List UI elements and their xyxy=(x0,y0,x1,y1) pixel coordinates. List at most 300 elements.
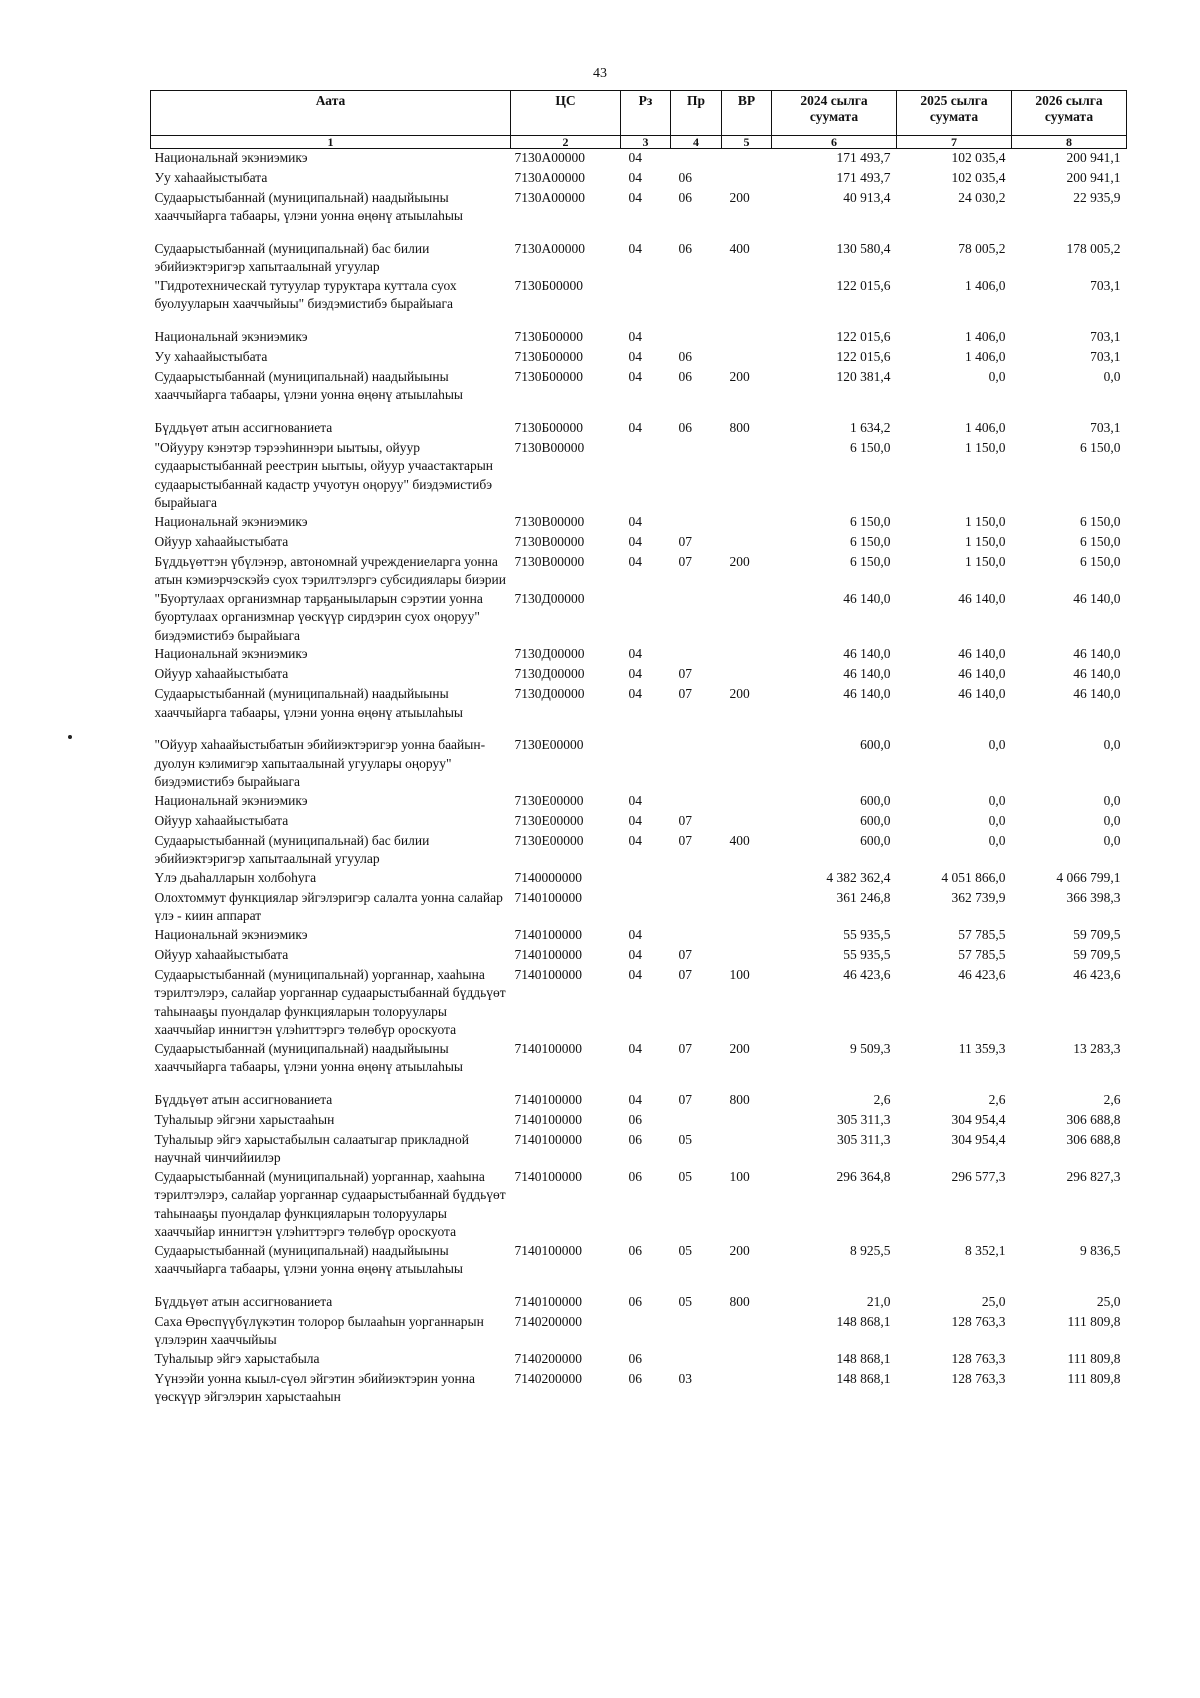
cell-amount-2025: 1 150,0 xyxy=(965,533,1006,549)
cell-amount-2025: 25,0 xyxy=(981,1293,1006,1309)
cell-name: Бүддьүөт атын ассигнованиета xyxy=(154,1091,333,1107)
cell-name: Бүддьүөттэн үбүлэнэр, автономнай учреждениеларга уонна атын кэмиэрчэскэйэ суох тэрилтэлэргэ субсидиялары биэрии xyxy=(154,553,506,587)
cell-vr xyxy=(722,869,772,889)
table-row xyxy=(151,439,1127,513)
cell-vr: 200 xyxy=(729,686,750,701)
cell-cs-code: 7130В00000 xyxy=(514,553,585,569)
cell-amount-2024: 40 913,4 xyxy=(843,189,891,205)
cell-amount-2024: 46 140,0 xyxy=(843,686,891,701)
cell-amount-2026: 9 836,5 xyxy=(1080,1242,1121,1258)
header-rz: Рз xyxy=(621,91,671,136)
cell-pr: 07 xyxy=(678,1091,692,1107)
cell-amount-2024: 46 140,0 xyxy=(843,590,891,606)
cell-rz: 04 xyxy=(628,419,642,435)
header-cs: ЦС xyxy=(511,91,621,136)
table-row xyxy=(151,1131,1127,1168)
table-row xyxy=(151,189,1127,240)
cell-cs-code: 7140100000 xyxy=(514,1168,582,1184)
cell-name: Национальнай экэниэмикэ xyxy=(154,926,308,942)
cell-amount-2026: 6 150,0 xyxy=(1080,439,1121,455)
cell-pr xyxy=(671,1313,722,1350)
table-row xyxy=(151,328,1127,348)
cell-rz xyxy=(621,439,671,513)
cell-vr xyxy=(722,1370,772,1407)
cell-vr xyxy=(722,1131,772,1168)
cell-cs-code: 7130Д00000 xyxy=(514,590,585,606)
cell-cs-code: 7130А00000 xyxy=(514,169,585,185)
column-number: 7 xyxy=(897,136,1012,149)
cell-rz: 06 xyxy=(628,1242,642,1258)
cell-cs-code: 7140100000 xyxy=(514,926,582,942)
table-row xyxy=(151,533,1127,553)
column-number: 2 xyxy=(511,136,621,149)
cell-amount-2025: 304 954,4 xyxy=(951,1131,1006,1147)
cell-name: "Гидротехническай тутуулар туруктара куттала суох буолууларын хааччыйыы" биэдэмистибэ бырайыага xyxy=(154,277,457,311)
cell-amount-2025: 128 763,3 xyxy=(951,1313,1006,1329)
cell-name: Ойуур хаhаайыстыбата xyxy=(154,812,289,828)
cell-cs-code: 7130Д00000 xyxy=(514,646,585,661)
cell-amount-2026: 6 150,0 xyxy=(1080,533,1121,549)
cell-rz: 04 xyxy=(628,966,642,982)
cell-pr xyxy=(671,869,722,889)
cell-amount-2024: 1 634,2 xyxy=(850,419,891,435)
cell-amount-2024: 4 382 362,4 xyxy=(826,869,891,885)
table-row xyxy=(151,946,1127,966)
cell-vr: 200 xyxy=(729,1040,750,1056)
cell-rz: 04 xyxy=(628,832,642,848)
cell-vr: 800 xyxy=(729,1293,750,1309)
table-row xyxy=(151,1350,1127,1370)
cell-vr xyxy=(722,1313,772,1350)
cell-amount-2024: 122 015,6 xyxy=(836,328,891,344)
cell-name: Судаарыстыбаннай (муниципальнай) наадыйыыны хааччыйарга табаары, үлэни уонна өңөнү атыылаhыы xyxy=(154,1040,463,1074)
cell-vr xyxy=(722,169,772,189)
cell-cs-code: 7130Д00000 xyxy=(514,686,585,701)
table-row xyxy=(151,1111,1127,1131)
cell-cs-code: 7130В00000 xyxy=(514,533,585,549)
cell-amount-2025: 1 406,0 xyxy=(965,348,1006,364)
cell-rz: 04 xyxy=(628,812,642,828)
cell-cs-code: 7140200000 xyxy=(514,1350,582,1366)
cell-amount-2025: 304 954,4 xyxy=(951,1111,1006,1127)
cell-rz: 04 xyxy=(628,533,642,549)
cell-vr xyxy=(722,328,772,348)
cell-cs-code: 7140100000 xyxy=(514,1040,582,1056)
cell-cs-code: 7140100000 xyxy=(514,1111,582,1127)
table-row xyxy=(151,419,1127,439)
cell-cs-code: 7140100000 xyxy=(514,1242,582,1258)
cell-cs-code: 7130Б00000 xyxy=(514,277,584,293)
cell-amount-2025: 102 035,4 xyxy=(951,169,1006,185)
cell-amount-2024: 171 493,7 xyxy=(836,150,891,165)
cell-name: Бүддьүөт атын ассигнованиета xyxy=(154,419,333,435)
cell-amount-2025: 0,0 xyxy=(988,832,1006,848)
cell-amount-2026: 2,6 xyxy=(1103,1091,1121,1107)
cell-name: Судаарыстыбаннай (муниципальнай) бас билии эбийиэктэригэр хапытаалынай угуулар xyxy=(154,240,430,274)
cell-pr: 07 xyxy=(678,553,692,569)
cell-rz: 04 xyxy=(628,513,642,529)
cell-vr: 200 xyxy=(729,1242,750,1258)
cell-rz: 06 xyxy=(628,1111,642,1127)
cell-rz: 04 xyxy=(628,792,642,808)
cell-amount-2025: 46 140,0 xyxy=(958,646,1006,661)
cell-rz: 04 xyxy=(628,348,642,364)
cell-name: Судаарыстыбаннай (муниципальнай) уорганнар, хааhына тэрилтэлэрэ, салайар уорганнар судаарыстыбаннай бүддьүөт таhынааҕы пуондалар функцияларын толоруулары хааччыйар иннигтэн үлэhиттэргэ төлөбүр ороскуота xyxy=(154,966,506,1037)
table-row xyxy=(151,792,1127,812)
cell-rz: 04 xyxy=(628,240,642,256)
cell-amount-2026: 0,0 xyxy=(1103,812,1121,828)
cell-rz xyxy=(621,736,671,792)
cell-name: Национальнай экэниэмикэ xyxy=(154,328,308,344)
header-name: Аата xyxy=(151,91,511,136)
cell-amount-2025: 0,0 xyxy=(988,792,1006,808)
cell-amount-2025: 128 763,3 xyxy=(951,1350,1006,1366)
table-body xyxy=(151,149,1127,1407)
cell-amount-2026: 59 709,5 xyxy=(1073,946,1121,962)
cell-vr: 800 xyxy=(729,1091,750,1107)
cell-name: Судаарыстыбаннай (муниципальнай) наадыйыыны хааччыйарга табаары, үлэни уонна өңөнү атыылаhыы xyxy=(154,686,463,720)
table-row xyxy=(151,926,1127,946)
cell-amount-2026: 4 066 799,1 xyxy=(1056,869,1121,885)
table-row xyxy=(151,812,1127,832)
cell-amount-2025: 8 352,1 xyxy=(965,1242,1006,1258)
cell-amount-2025: 57 785,5 xyxy=(958,946,1006,962)
cell-amount-2026: 111 809,8 xyxy=(1067,1313,1121,1329)
cell-amount-2026: 0,0 xyxy=(1103,368,1121,384)
cell-amount-2024: 600,0 xyxy=(860,737,891,752)
cell-cs-code: 7140000000 xyxy=(514,869,582,885)
cell-rz: 04 xyxy=(628,666,642,681)
cell-amount-2025: 46 140,0 xyxy=(958,666,1006,681)
cell-cs-code: 7140200000 xyxy=(514,1313,582,1329)
cell-pr: 07 xyxy=(678,966,692,982)
cell-vr xyxy=(722,946,772,966)
cell-name: Судаарыстыбаннай (муниципальнай) наадыйыыны хааччыйарга табаары, үлэни уонна өңөнү атыылаhыы xyxy=(154,368,463,402)
header-2025: 2025 сылга суумата xyxy=(897,91,1012,136)
cell-name: Судаарыстыбаннай (муниципальнай) бас билии эбийиэктэригэр хапытаалынай угуулар xyxy=(154,832,430,866)
cell-cs-code: 7140100000 xyxy=(514,1293,582,1309)
cell-amount-2024: 8 925,5 xyxy=(850,1242,891,1258)
cell-rz: 04 xyxy=(628,646,642,661)
cell-amount-2025: 46 140,0 xyxy=(958,590,1006,606)
cell-vr: 200 xyxy=(729,189,750,205)
cell-amount-2026: 46 140,0 xyxy=(1073,590,1121,606)
cell-amount-2025: 1 150,0 xyxy=(965,439,1006,455)
cell-vr xyxy=(722,533,772,553)
cell-amount-2024: 171 493,7 xyxy=(836,169,891,185)
table-row xyxy=(151,368,1127,419)
cell-amount-2026: 46 423,6 xyxy=(1073,966,1121,982)
table-row xyxy=(151,685,1127,736)
cell-amount-2025: 1 150,0 xyxy=(965,513,1006,529)
cell-amount-2026: 0,0 xyxy=(1103,832,1121,848)
table-row xyxy=(151,1168,1127,1242)
cell-amount-2024: 6 150,0 xyxy=(850,533,891,549)
cell-name: Ойуур хаhаайыстыбата xyxy=(154,666,289,681)
cell-pr: 06 xyxy=(678,169,692,185)
table-row xyxy=(151,1370,1127,1407)
cell-cs-code: 7130Б00000 xyxy=(514,348,584,364)
cell-amount-2026: 111 809,8 xyxy=(1067,1350,1121,1366)
cell-amount-2024: 148 868,1 xyxy=(836,1350,891,1366)
cell-rz: 04 xyxy=(628,926,642,942)
cell-pr xyxy=(671,1111,722,1131)
cell-pr: 07 xyxy=(678,832,692,848)
cell-cs-code: 7130В00000 xyxy=(514,439,585,455)
cell-name: Туhалыыр эйгэ харыстабыла xyxy=(154,1350,320,1366)
cell-vr: 100 xyxy=(729,1168,750,1184)
cell-pr xyxy=(671,277,722,328)
cell-pr xyxy=(671,889,722,926)
cell-amount-2024: 148 868,1 xyxy=(836,1313,891,1329)
table-row xyxy=(151,869,1127,889)
cell-amount-2026: 178 005,2 xyxy=(1066,240,1121,256)
page-number: 43 xyxy=(593,66,607,81)
cell-amount-2025: 102 035,4 xyxy=(951,150,1006,165)
header-vr: ВР xyxy=(722,91,772,136)
cell-amount-2024: 55 935,5 xyxy=(843,946,891,962)
cell-amount-2026: 6 150,0 xyxy=(1080,513,1121,529)
cell-amount-2026: 306 688,8 xyxy=(1066,1131,1121,1147)
column-number-row xyxy=(151,136,1127,149)
cell-pr xyxy=(671,645,722,665)
cell-amount-2025: 46 423,6 xyxy=(958,966,1006,982)
cell-vr xyxy=(722,590,772,646)
cell-rz xyxy=(621,869,671,889)
cell-amount-2024: 305 311,3 xyxy=(837,1131,891,1147)
cell-amount-2024: 46 140,0 xyxy=(843,646,891,661)
column-number: 6 xyxy=(772,136,897,149)
margin-dot xyxy=(68,735,72,739)
cell-vr xyxy=(722,926,772,946)
cell-vr: 200 xyxy=(729,553,750,569)
cell-rz xyxy=(621,590,671,646)
cell-vr xyxy=(722,348,772,368)
cell-name: Үлэ дьаhалларын холбоhуга xyxy=(154,869,317,885)
cell-amount-2026: 366 398,3 xyxy=(1066,889,1121,905)
cell-amount-2026: 296 827,3 xyxy=(1066,1168,1121,1184)
cell-amount-2025: 11 359,3 xyxy=(958,1040,1006,1056)
cell-amount-2024: 122 015,6 xyxy=(836,348,891,364)
cell-pr xyxy=(671,590,722,646)
cell-amount-2026: 46 140,0 xyxy=(1073,646,1121,661)
cell-pr: 07 xyxy=(678,666,692,681)
cell-vr: 400 xyxy=(729,240,750,256)
cell-pr xyxy=(671,149,722,169)
cell-amount-2025: 0,0 xyxy=(988,812,1006,828)
cell-amount-2025: 4 051 866,0 xyxy=(941,869,1006,885)
table-row xyxy=(151,1091,1127,1111)
table-row xyxy=(151,149,1127,169)
table-row xyxy=(151,169,1127,189)
cell-pr xyxy=(671,792,722,812)
table-row xyxy=(151,832,1127,869)
cell-name: Национальнай экэниэмикэ xyxy=(154,646,308,661)
cell-cs-code: 7130Е00000 xyxy=(514,832,584,848)
cell-pr xyxy=(671,439,722,513)
cell-cs-code: 7140100000 xyxy=(514,1091,582,1107)
cell-vr: 100 xyxy=(729,966,750,982)
table-row xyxy=(151,553,1127,590)
cell-name: Ойуур хаhаайыстыбата xyxy=(154,946,289,962)
cell-rz: 04 xyxy=(628,189,642,205)
cell-amount-2025: 128 763,3 xyxy=(951,1370,1006,1386)
cell-amount-2024: 6 150,0 xyxy=(850,553,891,569)
cell-name: Национальнай экэниэмикэ xyxy=(154,513,308,529)
cell-vr xyxy=(722,277,772,328)
table-row xyxy=(151,736,1127,792)
cell-amount-2026: 200 941,1 xyxy=(1066,150,1121,165)
cell-amount-2024: 55 935,5 xyxy=(843,926,891,942)
table-row xyxy=(151,645,1127,665)
cell-vr xyxy=(722,645,772,665)
cell-pr: 07 xyxy=(678,946,692,962)
cell-cs-code: 7130Д00000 xyxy=(514,666,585,681)
cell-amount-2025: 2,6 xyxy=(988,1091,1006,1107)
header-2026: 2026 сылга суумата xyxy=(1012,91,1127,136)
cell-pr: 05 xyxy=(678,1131,692,1147)
cell-rz xyxy=(621,277,671,328)
cell-name: Уу хаhаайыстыбата xyxy=(154,348,268,364)
cell-amount-2024: 305 311,3 xyxy=(837,1111,891,1127)
cell-cs-code: 7130А00000 xyxy=(514,189,585,205)
cell-amount-2024: 6 150,0 xyxy=(850,513,891,529)
cell-amount-2025: 0,0 xyxy=(988,737,1006,752)
cell-vr xyxy=(722,149,772,169)
cell-vr: 400 xyxy=(729,832,750,848)
cell-amount-2024: 361 246,8 xyxy=(836,889,891,905)
cell-cs-code: 7130Е00000 xyxy=(514,812,584,828)
cell-amount-2026: 22 935,9 xyxy=(1073,189,1121,205)
cell-pr xyxy=(671,328,722,348)
cell-pr: 07 xyxy=(678,533,692,549)
cell-name: Национальнай экэниэмикэ xyxy=(154,792,308,808)
table-row xyxy=(151,277,1127,328)
cell-rz: 04 xyxy=(628,1091,642,1107)
cell-name: Уу хаhаайыстыбата xyxy=(154,169,268,185)
column-number: 5 xyxy=(722,136,772,149)
column-number: 1 xyxy=(151,136,511,149)
cell-pr: 06 xyxy=(678,419,692,435)
cell-rz: 06 xyxy=(628,1168,642,1184)
cell-vr xyxy=(722,736,772,792)
cell-amount-2026: 111 809,8 xyxy=(1067,1370,1121,1386)
cell-name: "Буортулаах организмнар тарҕаныыларын сэрэтии уонна буортулаах организмнар үөскүүр сирдэрин суох оңоруу" биэдэмистибэ бырайыага xyxy=(154,590,483,643)
cell-cs-code: 7130А00000 xyxy=(514,240,585,256)
cell-amount-2024: 296 364,8 xyxy=(836,1168,891,1184)
cell-vr xyxy=(722,792,772,812)
header-2024: 2024 сылга суумата xyxy=(772,91,897,136)
cell-amount-2026: 200 941,1 xyxy=(1066,169,1121,185)
cell-vr xyxy=(722,889,772,926)
cell-vr xyxy=(722,665,772,685)
header-pr: Пр xyxy=(671,91,722,136)
cell-rz: 04 xyxy=(628,946,642,962)
cell-rz xyxy=(621,889,671,926)
cell-cs-code: 7130Б00000 xyxy=(514,368,584,384)
cell-amount-2024: 46 140,0 xyxy=(843,666,891,681)
cell-amount-2024: 46 423,6 xyxy=(843,966,891,982)
cell-amount-2024: 600,0 xyxy=(860,832,891,848)
cell-amount-2024: 120 381,4 xyxy=(836,368,891,384)
cell-pr: 06 xyxy=(678,240,692,256)
cell-vr: 200 xyxy=(729,368,750,384)
cell-pr xyxy=(671,1350,722,1370)
cell-rz: 06 xyxy=(628,1293,642,1309)
cell-cs-code: 7130Е00000 xyxy=(514,737,584,752)
cell-rz: 04 xyxy=(628,1040,642,1056)
cell-pr: 06 xyxy=(678,368,692,384)
cell-amount-2024: 600,0 xyxy=(860,792,891,808)
cell-amount-2025: 46 140,0 xyxy=(958,686,1006,701)
cell-amount-2025: 0,0 xyxy=(988,368,1006,384)
cell-name: "Ойуур хаhаайыстыбатын эбийиэктэригэр уонна баайын-дуолун кэлимигэр хапытаалынай угуулары оңоруу" биэдэмистибэ бырайыага xyxy=(154,737,486,789)
table-row xyxy=(151,348,1127,368)
cell-pr: 07 xyxy=(678,686,692,701)
cell-vr xyxy=(722,513,772,533)
cell-name: Судаарыстыбаннай (муниципальнай) уорганнар, хааhына тэрилтэлэрэ, салайар уорганнар судаарыстыбаннай бүддьүөт таhынааҕы пуондалар функцияларын толоруулары хааччыйар иннигтэн үлэhиттэргэ төлөбүр ороскуота xyxy=(154,1168,506,1239)
cell-amount-2025: 1 406,0 xyxy=(965,328,1006,344)
cell-rz: 04 xyxy=(628,368,642,384)
table-row xyxy=(151,513,1127,533)
cell-pr: 06 xyxy=(678,348,692,364)
cell-amount-2026: 306 688,8 xyxy=(1066,1111,1121,1127)
cell-amount-2026: 0,0 xyxy=(1103,792,1121,808)
cell-vr xyxy=(722,812,772,832)
cell-amount-2026: 46 140,0 xyxy=(1073,686,1121,701)
column-number: 3 xyxy=(621,136,671,149)
table-row xyxy=(151,966,1127,1040)
cell-name: Судаарыстыбаннай (муниципальнай) наадыйыыны хааччыйарга табаары, үлэни уонна өңөнү атыылаhыы xyxy=(154,189,463,223)
cell-pr: 07 xyxy=(678,812,692,828)
cell-amount-2026: 59 709,5 xyxy=(1073,926,1121,942)
cell-amount-2026: 703,1 xyxy=(1090,277,1121,293)
cell-cs-code: 7140100000 xyxy=(514,946,582,962)
cell-name: Үүнээйи уонна кыыл-сүөл эйгэтин эбийиэктэрин уонна үөскүүр эйгэлэрин харыстааhын xyxy=(154,1370,475,1404)
cell-amount-2025: 362 739,9 xyxy=(951,889,1006,905)
cell-amount-2026: 703,1 xyxy=(1090,348,1121,364)
cell-name: Саха Өрөспүүбүлүкэтин толорор былааhын уорганнарын үлэлэрин хааччыйыы xyxy=(154,1313,484,1347)
cell-rz: 04 xyxy=(628,553,642,569)
cell-name: Судаарыстыбаннай (муниципальнай) наадыйыыны хааччыйарга табаары, үлэни уонна өңөнү атыылаhыы xyxy=(154,1242,463,1276)
cell-rz xyxy=(621,1313,671,1350)
cell-rz: 06 xyxy=(628,1350,642,1366)
cell-amount-2025: 57 785,5 xyxy=(958,926,1006,942)
cell-amount-2024: 9 509,3 xyxy=(850,1040,891,1056)
cell-amount-2024: 2,6 xyxy=(873,1091,891,1107)
cell-name: Олохтоммут функциялар эйгэлэригэр салалта уонна салайар үлэ - киин аппарат xyxy=(154,889,503,923)
cell-amount-2026: 46 140,0 xyxy=(1073,666,1121,681)
table-row xyxy=(151,1313,1127,1350)
cell-pr xyxy=(671,513,722,533)
cell-cs-code: 7130Е00000 xyxy=(514,792,584,808)
cell-amount-2026: 703,1 xyxy=(1090,328,1121,344)
cell-rz: 04 xyxy=(628,169,642,185)
cell-pr: 05 xyxy=(678,1168,692,1184)
column-number: 8 xyxy=(1012,136,1127,149)
cell-cs-code: 7140100000 xyxy=(514,966,582,982)
table-row xyxy=(151,665,1127,685)
cell-amount-2024: 21,0 xyxy=(866,1293,891,1309)
cell-amount-2026: 6 150,0 xyxy=(1080,553,1121,569)
cell-vr xyxy=(722,1350,772,1370)
cell-name: Туhалыыр эйгэни харыстааhын xyxy=(154,1111,335,1127)
table-row xyxy=(151,1293,1127,1313)
cell-vr xyxy=(722,1111,772,1131)
cell-cs-code: 7130А00000 xyxy=(514,150,585,165)
cell-amount-2024: 148 868,1 xyxy=(836,1370,891,1386)
cell-amount-2025: 1 406,0 xyxy=(965,419,1006,435)
